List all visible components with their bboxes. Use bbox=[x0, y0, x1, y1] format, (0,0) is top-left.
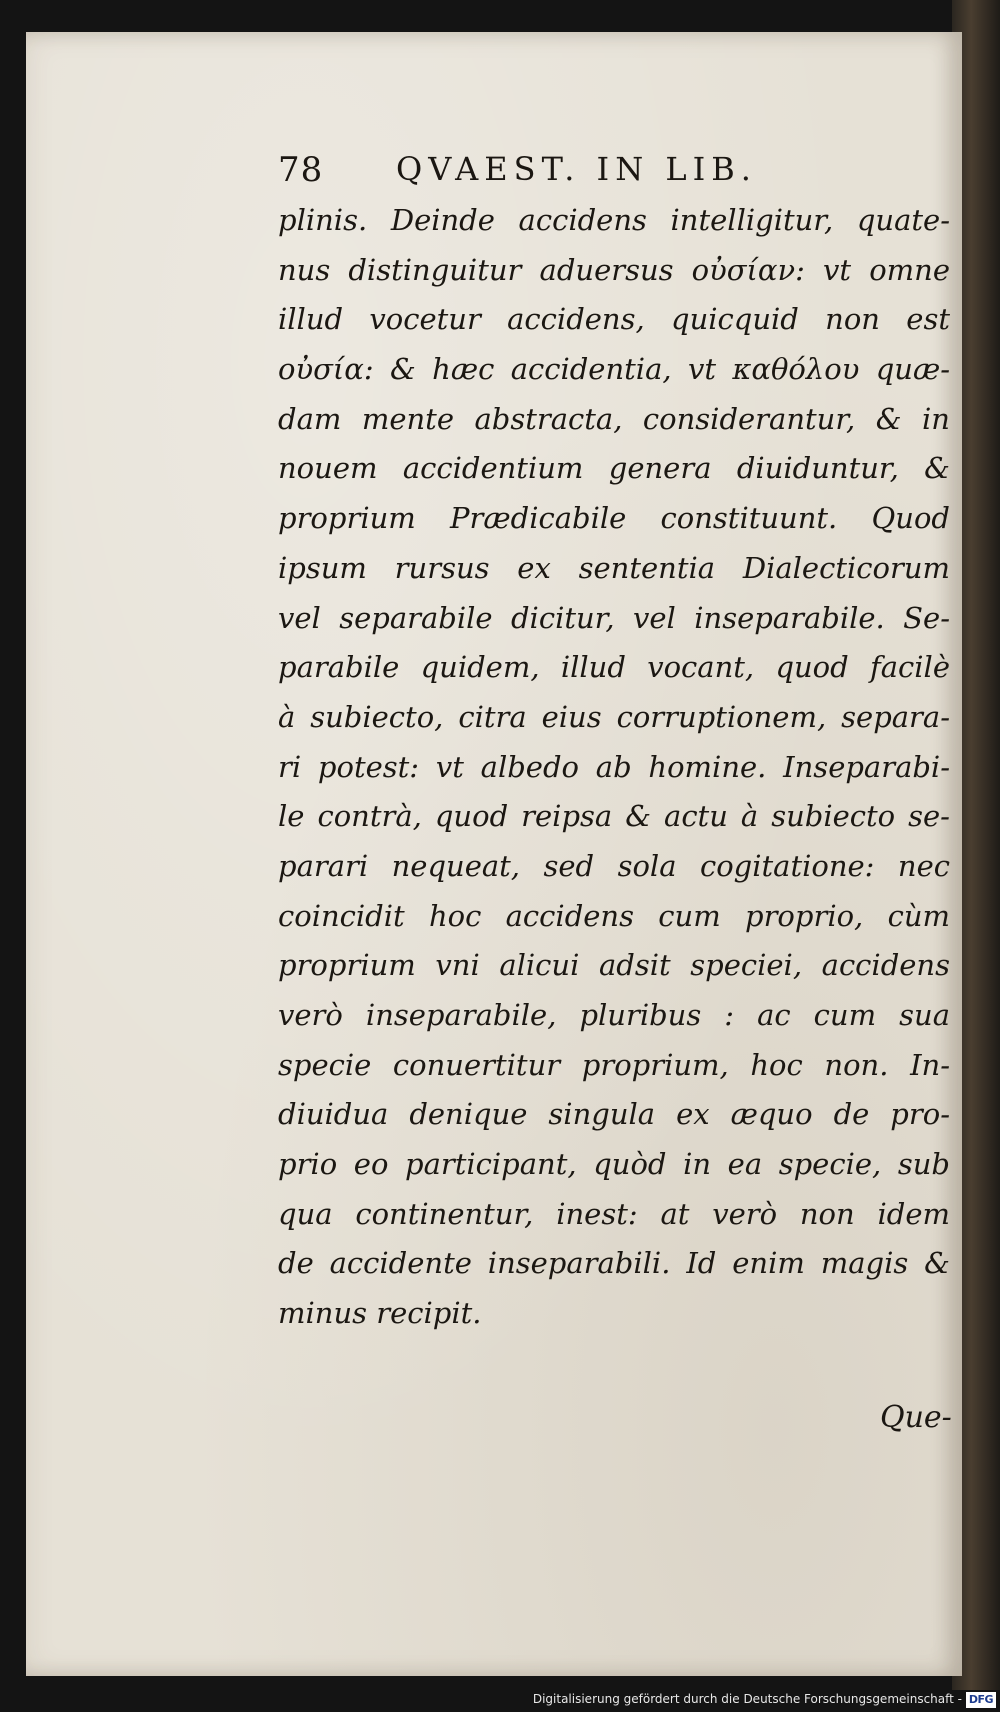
text-line: οὐσία: & hæc accidentia, vt καθόλου quæ- bbox=[278, 352, 950, 387]
text-line: proprium vni alicui adsit speciei, accidens bbox=[278, 948, 950, 983]
dfg-logo-icon: DFG bbox=[966, 1692, 996, 1708]
text-line: proprium Prædicabile constituunt. Quod bbox=[278, 501, 950, 536]
text-line: à subiecto, citra eius corruptionem, separa- bbox=[278, 699, 950, 734]
digitization-footer bbox=[0, 1690, 1000, 1712]
text-line: parabile quidem, illud vocant, quod facilè bbox=[278, 650, 950, 685]
text-line: nus distinguitur aduersus οὐσίαν: vt omne bbox=[278, 252, 950, 287]
text-line: dam mente abstracta, considerantur, & in bbox=[278, 401, 950, 436]
text-line: illud vocetur accidens, quicquid non est bbox=[278, 302, 950, 337]
page-number: 78 bbox=[278, 150, 324, 190]
text-line: nouem accidentium genera diuiduntur, & bbox=[278, 451, 950, 486]
running-head-title: QVAEST. IN LIB. bbox=[396, 150, 757, 188]
text-line: vel separabile dicitur, vel inseparabile. Se- bbox=[278, 600, 950, 635]
text-line: ri potest: vt albedo ab homine. Inseparabi- bbox=[278, 749, 950, 784]
text-line: coincidit hoc accidens cum proprio, cùm bbox=[278, 898, 950, 933]
text-line: minus recipit. bbox=[278, 1296, 482, 1331]
text-line: ipsum rursus ex sententia Dialecticorum bbox=[278, 550, 950, 585]
running-head bbox=[278, 150, 838, 194]
text-line: qua continentur, inest: at verò non idem bbox=[278, 1196, 950, 1231]
body-text bbox=[278, 196, 950, 1339]
text-line: le contrà, quod reipsa & actu à subiecto se- bbox=[278, 799, 950, 834]
text-line: plinis. Deinde accidens intelligitur, quate- bbox=[278, 203, 950, 237]
text-line: prio eo participant, quòd in ea specie, sub bbox=[278, 1147, 950, 1182]
catchword: Que- bbox=[880, 1400, 952, 1435]
text-line: de accidente inseparabili. Id enim magis & bbox=[278, 1246, 950, 1281]
text-line: parari nequeat, sed sola cogitatione: nec bbox=[278, 848, 950, 883]
text-line: specie conuertitur proprium, hoc non. In- bbox=[278, 1047, 950, 1082]
text-line: diuidua denique singula ex æquo de pro- bbox=[278, 1097, 950, 1132]
funding-credit: Digitalisierung gefördert durch die Deutsche Forschungsgemeinschaft - bbox=[532, 1692, 962, 1706]
text-line: verò inseparabile, pluribus : ac cum sua bbox=[278, 998, 950, 1032]
